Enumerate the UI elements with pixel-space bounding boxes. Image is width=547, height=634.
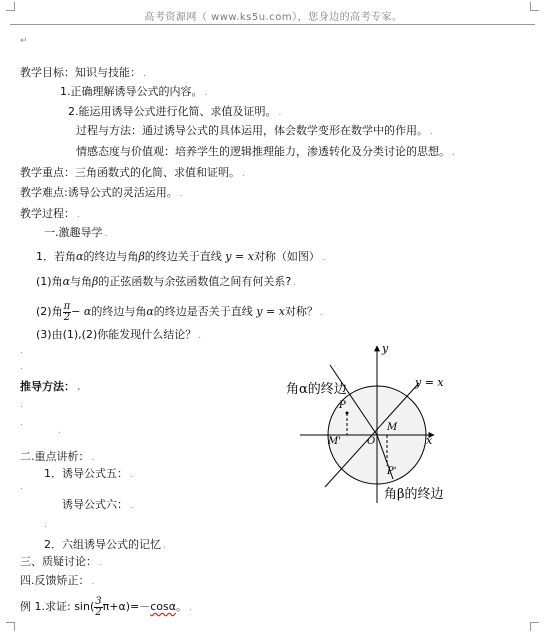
question-1-3: (3)由(1),(2)你能发现什么结论？ . <box>36 328 202 341</box>
section-3-heading: 三、质疑讨论： . <box>20 555 102 568</box>
paragraph-mark: ↵ <box>20 36 28 46</box>
point-P-prime-label: P' <box>387 466 397 477</box>
attitude-values: 情感态度与价值观：培养学生的逻辑推理能力，渗透转化及分类讨论的思想。 . <box>76 145 455 158</box>
point-M-label: M <box>387 422 398 433</box>
paragraph-mark: . <box>20 362 23 372</box>
paragraph-mark: . <box>20 346 23 356</box>
crop-mark <box>6 622 15 631</box>
paragraph-mark: . <box>20 418 23 428</box>
derive-method: 推导方法： . <box>20 380 81 393</box>
paragraph-mark: . <box>20 400 23 410</box>
intro-heading: 一.激趣导学 . <box>44 226 108 239</box>
section-2-heading: 二.重点讲析： . <box>20 450 95 463</box>
question-1-2: (2)角 $\frac{\pi}{2}$ − α的终边与角α的终边是否关于直线 y = x对称？ . <box>36 300 323 323</box>
point-P-label: P <box>339 400 346 411</box>
header-rule <box>10 24 535 25</box>
crop-mark <box>530 2 539 11</box>
paragraph-mark: . <box>20 482 23 492</box>
point-M-prime-label: M' <box>328 436 341 447</box>
crop-mark <box>6 2 15 11</box>
beta-terminal-label: 角β的终边 <box>384 487 444 502</box>
formula-5: 1．诱导公式五： . <box>44 467 133 480</box>
process-heading: 教学过程： . <box>20 207 80 220</box>
three-halves-fraction: $\frac{3}{2}$ <box>95 595 102 618</box>
y-axis-label: y <box>382 342 389 355</box>
page-header: 高考资源网（ www.ks5u.com），您身边的高考专家。 <box>144 12 403 23</box>
line-y-eq-x-label: y = x <box>415 376 444 389</box>
objective-1: 1.正确理解诱导公式的内容。 . <box>60 85 208 98</box>
x-axis-label: x <box>426 434 433 447</box>
point-P-dot <box>346 412 349 415</box>
origin-label: O <box>367 436 376 447</box>
objective-2: 2.能运用诱导公式进行化简、求值及证明。 . <box>68 105 282 118</box>
key-point: 教学重点：三角函数式的化简、求值和证明。 . <box>20 166 245 179</box>
formula-6: 诱导公式六： . <box>62 498 133 511</box>
memory-tip: 2．六组诱导公式的记忆 . <box>44 538 166 551</box>
question-1-1: (1)角α与角β的正弦函数与余弦函数值之间有何关系? . <box>36 275 297 288</box>
question-1: 1．若角α的终边与角β的终边关于直线 y = x对称（如图） . <box>36 250 325 263</box>
crop-mark <box>530 622 539 631</box>
section-4-heading: 四.反馈矫正： . <box>20 574 95 587</box>
alpha-terminal-label: 角α的终边 <box>286 382 347 397</box>
example-1: 例 1.求证: sin( $\frac{3}{2}$ π+α)=－cosα。 . <box>20 595 192 618</box>
objectives-heading: 教学目标：知识与技能： . <box>20 66 146 79</box>
unit-circle-figure <box>270 340 540 510</box>
difficulty: 教学难点:诱导公式的灵活运用。 . <box>20 186 183 199</box>
pi-over-2-fraction: $\frac{\pi}{2}$ <box>63 300 71 323</box>
paragraph-mark: . <box>44 520 47 530</box>
process-method: 过程与方法：通过诱导公式的具体运用，体会数学变形在数学中的作用。 . <box>76 124 433 137</box>
paragraph-mark: . <box>58 426 61 436</box>
